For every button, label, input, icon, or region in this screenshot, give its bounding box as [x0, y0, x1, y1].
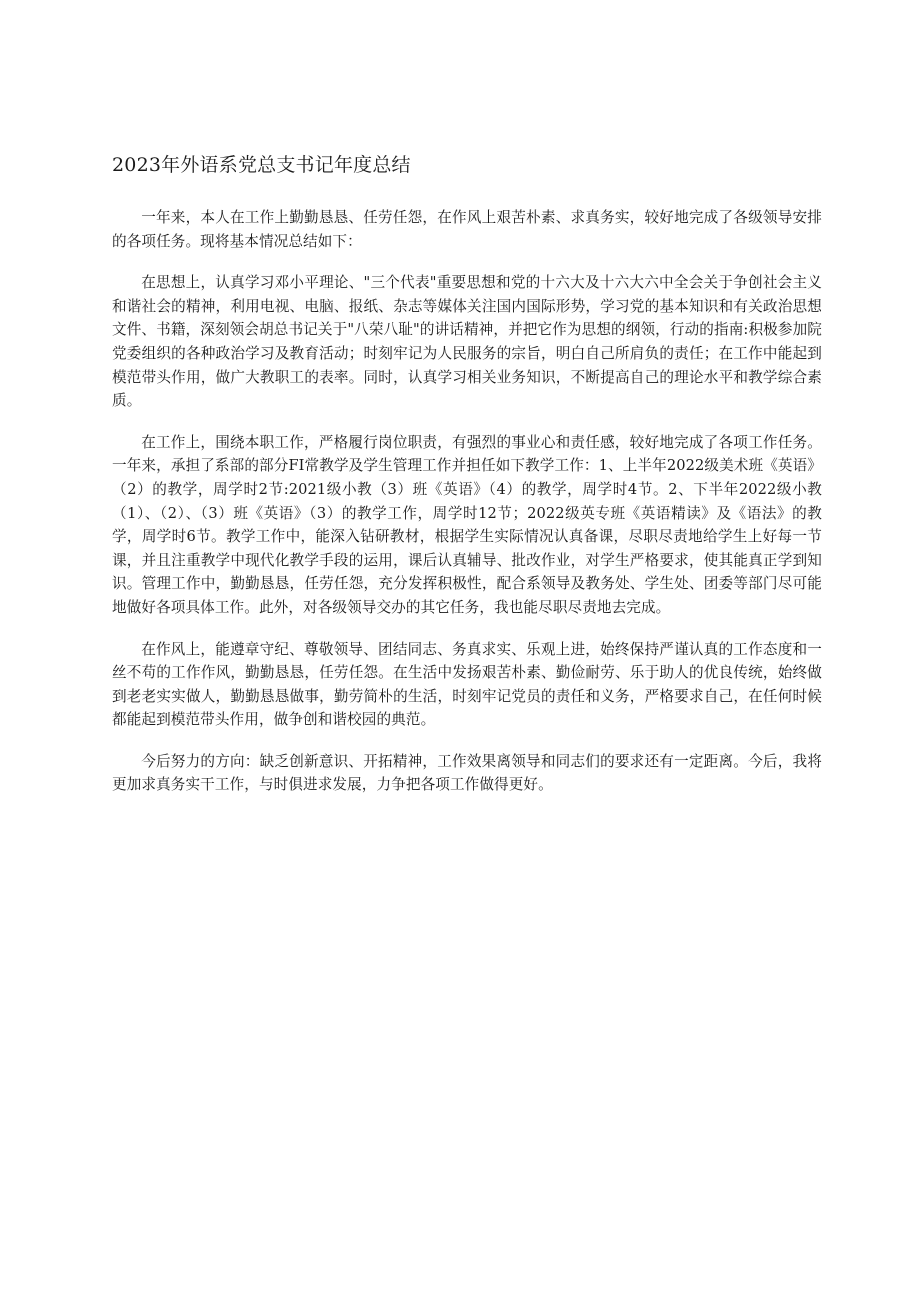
paragraph-work: 在工作上，围绕本职工作，严格履行岗位职责，有强烈的事业心和责任感，较好地完成了各项工作任务。一年来，承担了系部的部分FI常教学及学生管理工作并担任如下教学工作：1、上半年2022级美术班《英语》（2）的教学，周学时2节:2021级小教（3）班《英语》（4）的教学，周学时4节。2、下半年2022级小教（1）、（2）、（3）班《英语》（3）的教学工作，周学时12节；2022级英专班《英语精读》及《语法》的教学，周学时6节。教学工作中，能深入钻研教材，根据学生实际情况认真备课，尽职尽责地给学生上好每一节课，并且注重教学中现代化教学手段的运用，课后认真辅导、批改作业，对学生严格要求，使其能真正学到知识。管理工作中，勤勤恳恳，任劳任怨，充分发挥积极性，配合系领导及教务处、学生处、团委等部门尽可能地做好各项具体工作。此外，对各级领导交办的其它任务，我也能尽职尽责地去完成。	[112, 433, 822, 616]
paragraph-future: 今后努力的方向：缺乏创新意识、开拓精神，工作效果离领导和同志们的要求还有一定距离。今后，我将更加求真务实干工作，与时俱进求发展，力争把各项工作做得更好。	[112, 752, 822, 794]
paragraph-ideology: 在思想上，认真学习邓小平理论、"三个代表"重要思想和党的十六大及十六大六中全会关于争创社会主义和谐社会的精神，利用电视、电脑、报纸、杂志等媒体关注国内国际形势，学习党的基本知识和有关政治思想文件、书籍，深刻领会胡总书记关于"八荣八耻"的讲话精神，并把它作为思想的纲领，行动的指南:积极参加院党委组织的各种政治学习及教育活动；时刻牢记为人民服务的宗旨，明白自己所肩负的责任；在工作中能起到模范带头作用，做广大教职工的表率。同时，认真学习相关业务知识，不断提高自己的理论水平和教学综合素质。	[112, 274, 822, 410]
paragraph-conduct: 在作风上，能遵章守纪、尊敬领导、团结同志、务真求实、乐观上进，始终保持严谨认真的工作态度和一丝不苟的工作作风，勤勤恳恳，任劳任怨。在生活中发扬艰苦朴素、勤俭耐劳、乐于助人的优良传统，始终做到老老实实做人，勤勤恳恳做事，勤劳简朴的生活，时刻牢记党员的责任和义务，严格要求自己，在任何时候都能起到模范带头作用，做争创和谐校园的典范。	[112, 640, 822, 729]
document-page	[112, 150, 822, 815]
paragraph-intro: 一年来，本人在工作上勤勤恳恳、任劳任怨，在作风上艰苦朴素、求真务实，较好地完成了各级领导安排的各项任务。现将基本情况总结如下：	[112, 209, 822, 250]
document-title: 2023年外语系党总支书记年度总结	[112, 154, 411, 176]
